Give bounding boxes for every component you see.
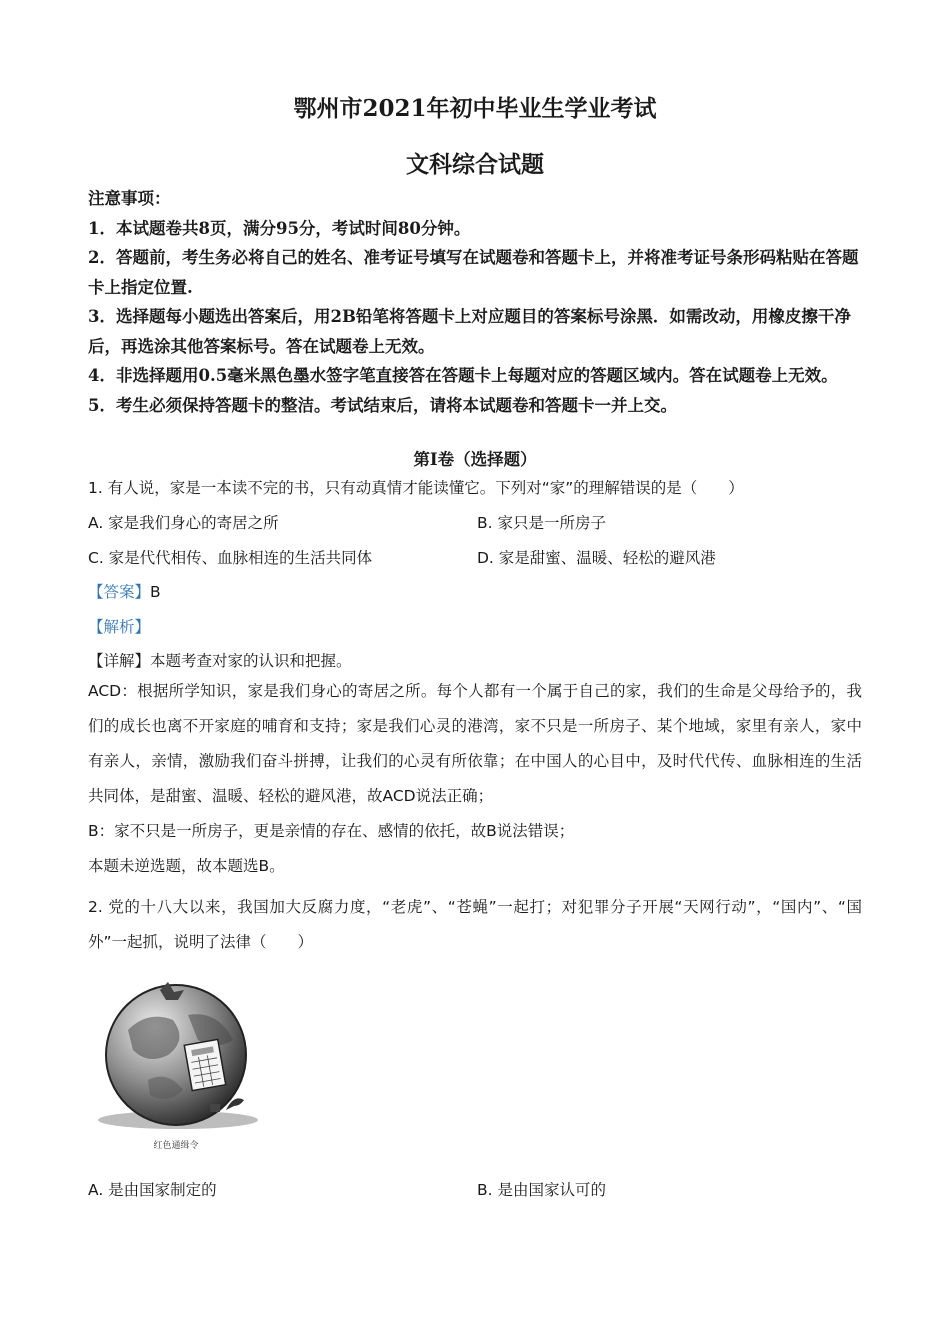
- exam-title: 鄂州市2021年初中毕业生学业考试: [293, 95, 657, 122]
- q1-stem: 1. 有人说，家是一本读不完的书，只有动真情才能读懂它。下列对“家”的理解错误的是（ ）: [88, 479, 744, 497]
- q1-option-d: D. 家是甜蜜、温暖、轻松的避风港: [477, 549, 716, 567]
- q2-option-a: A. 是由国家制定的: [88, 1181, 217, 1199]
- q2-stem: 2. 党的十八大以来，我国加大反腐力度，“老虎”、“苍蝇”一起打；对犯罪分子开展“天网行动”，“国内”、“国外”一起抓，说明了法律（ ）: [88, 898, 862, 951]
- notice-item: 5．考生必须保持答题卡的整洁。考试结束后，请将本试题卷和答题卡一并上交。: [88, 395, 677, 415]
- globe-image: [88, 970, 264, 1135]
- q1-answer: [88, 580, 161, 602]
- section-title: 第Ⅰ卷（选择题）: [413, 450, 537, 469]
- exam-subtitle: 文科综合试题: [406, 151, 544, 178]
- notice-item: 1．本试题卷共8页，满分95分，考试时间80分钟。: [88, 218, 471, 238]
- globe-illustration: [88, 970, 264, 1158]
- q1-explanation: [88, 674, 862, 884]
- explanation-paragraph: 本题未逆选题，故本题选B。: [88, 857, 285, 875]
- notice-item: 2．答题前，考生务必将自己的姓名、准考证号填写在试题卷和答题卡上，并将准考证号条形码粘贴在答题卡上指定位置.: [88, 248, 859, 297]
- notice-heading: 注意事项：: [88, 189, 171, 208]
- answer-tag: 【答案】: [88, 583, 151, 601]
- explanation-paragraph: ACD：根据所学知识，家是我们身心的寄居之所。每个人都有一个属于自己的家，我们的生命是父母给予的，我们的成长也离不开家庭的哺育和支持；家是我们心灵的港湾，家不只是一所房子、某个地域，家里有亲人，家中有亲人，亲情，激励我们奋斗拼搏，让我们的心灵有所依靠；在中国人的心目中，及时代代传、血脉相连的生活共同体，是甜蜜、温暖、轻松的避风港，故ACD说法正确；: [88, 682, 862, 805]
- q1-option-a: A. 家是我们身心的寄居之所: [88, 514, 279, 532]
- notice-item: 4．非选择题用0.5毫米黑色墨水签字笔直接答在答题卡上每题对应的答题区域内。答在试题卷上无效。: [88, 366, 838, 385]
- q1-option-c: C. 家是代代相传、血脉相连的生活共同体: [88, 549, 373, 567]
- q2-option-b: B. 是由国家认可的: [477, 1181, 606, 1199]
- answer-value: B: [150, 583, 161, 601]
- detail-line: 【详解】本题考查对家的认识和把握。: [88, 652, 352, 670]
- q1-option-b: B. 家只是一所房子: [477, 514, 606, 532]
- notice-block: [88, 184, 868, 420]
- notice-item: 3．选择题每小题选出答案后，用2B铅笔将答题卡上对应题目的答案标号涂黑．如需改动，用橡皮擦干净后，再选涂其他答案标号。答在试题卷上无效。: [88, 307, 851, 356]
- figure-caption: 红色通缉令: [153, 1141, 199, 1151]
- explanation-paragraph: B：家不只是一所房子，更是亲情的存在、感情的依托，故B说法错误；: [88, 822, 575, 840]
- analysis-tag: 【解析】: [88, 618, 151, 636]
